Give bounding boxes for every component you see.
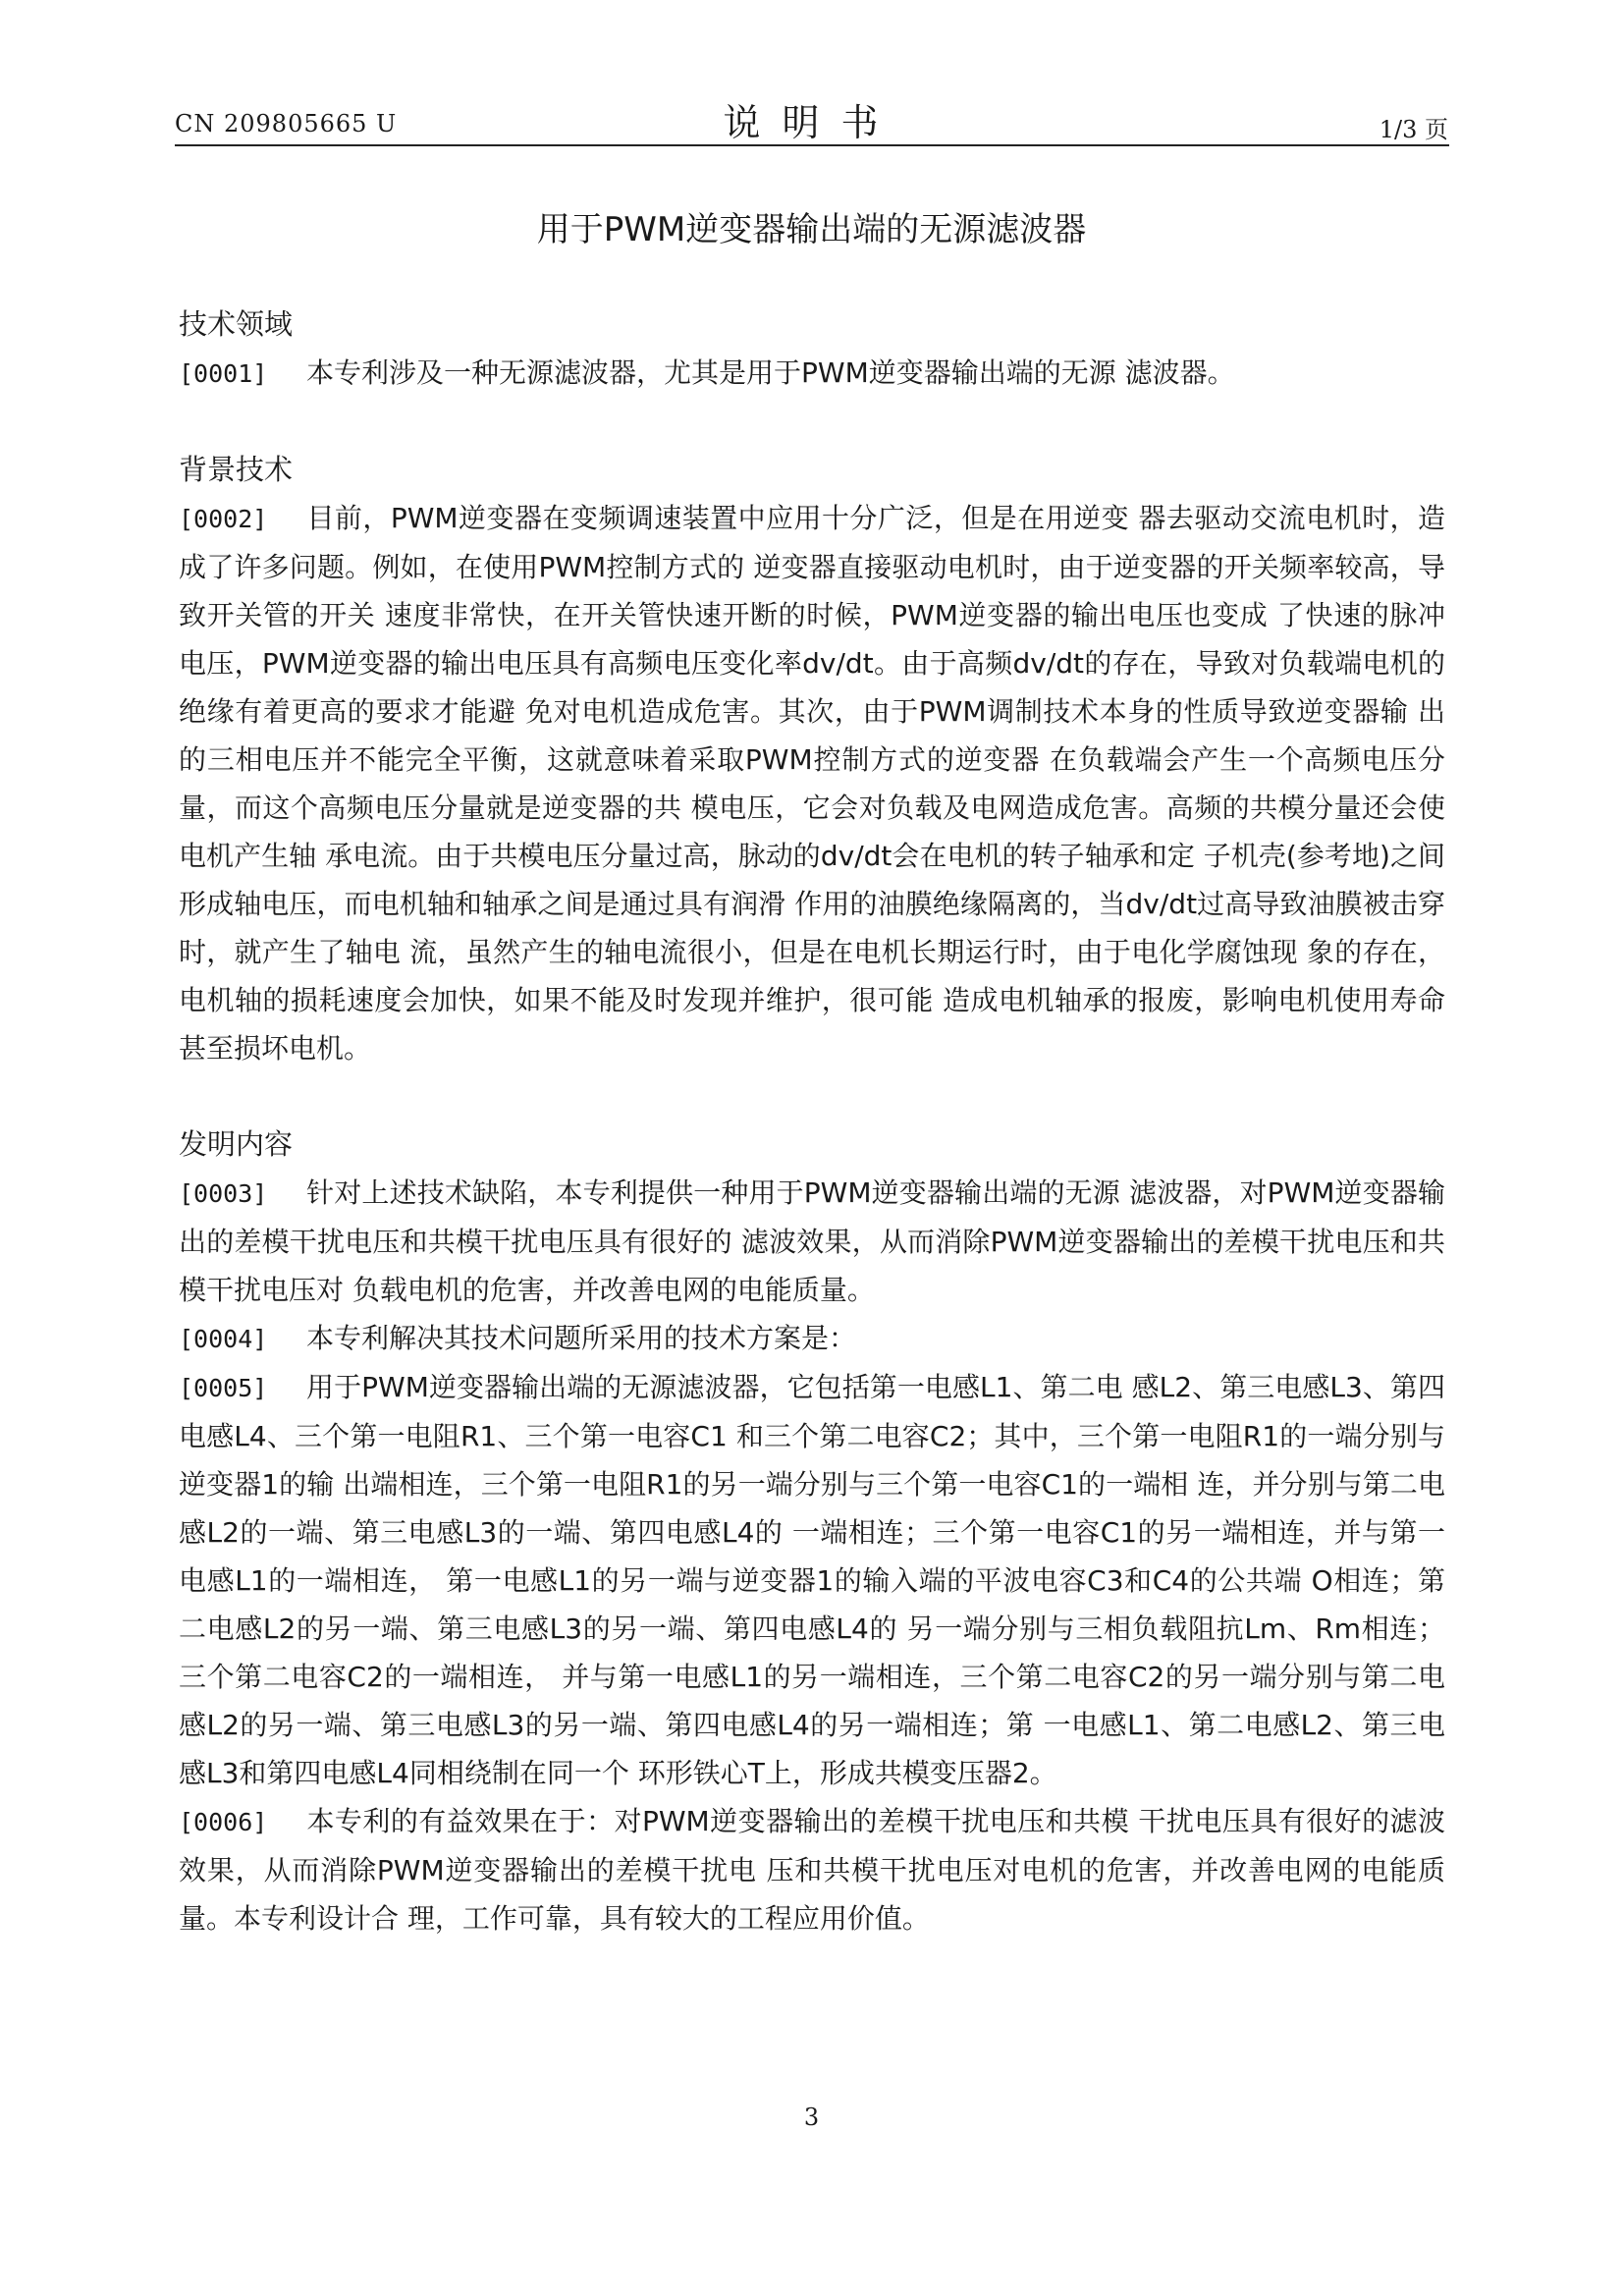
paragraph-0006 — [179, 1797, 1445, 1942]
paragraph-number: [0003] — [179, 1179, 268, 1208]
paragraph-0003 — [179, 1169, 1445, 1314]
section-heading-background: 背景技术 — [179, 453, 294, 486]
paragraph-text: 本专利涉及一种无源滤波器，尤其是用于PWM逆变器输出端的无源 滤波器。 — [306, 356, 1235, 389]
paragraph-number: [0002] — [179, 505, 268, 533]
section-spacer — [179, 1072, 1445, 1121]
document-title: 用于PWM逆变器输出端的无源滤波器 — [536, 210, 1087, 249]
paragraph-text: 本专利解决其技术问题所采用的技术方案是： — [306, 1322, 857, 1354]
page-indicator: 1/3 页 — [1379, 116, 1448, 143]
document-type: 说明书 — [723, 101, 900, 144]
paragraph-0005 — [179, 1363, 1445, 1797]
paragraph-number: [0006] — [179, 1808, 268, 1836]
section-heading-summary: 发明内容 — [179, 1127, 294, 1161]
paragraph-0004 — [179, 1314, 1445, 1363]
header-rule — [175, 144, 1449, 146]
paragraph-text: 目前，PWM逆变器在变频调速装置中应用十分广泛，但是在用逆变 器去驱动交流电机时，造成了许多问题。例如，在使用PWM控制方式的 逆变器直接驱动电机时，由于逆变器的开关频率较高，导致开关管的开关 速度非常快，在开关管快速开断的时候，PWM逆变器的输出电压也变成 了快速的脉冲电压，PWM逆变器的输出电压具有高频电压变化率dv/dt。由于高频dv/dt的存在，导致对负载端电机的绝缘有着更高的要求才能避 免对电机造成危害。其次，由于PWM调制技术本身的性质导致逆变器输 出的三相电压并不能完全平衡，这就意味着采取PWM控制方式的逆变器 在负载端会产生一个高频电压分量，而这个高频电压分量就是逆变器的共 模电压，它会对负载及电网造成危害。高频的共模分量还会使电机产生轴 承电流。由于共模电压分量过高，脉动的dv/dt会在电机的转子轴承和定 子机壳(参考地)之间形成轴电压，而电机轴和轴承之间是通过具有润滑 作用的油膜绝缘隔离的，当dv/dt过高导致油膜被击穿时，就产生了轴电 流，虽然产生的轴电流很小，但是在电机长期运行时，由于电化学腐蚀现 象的存在，电机轴的损耗速度会加快，如果不能及时发现并维护，很可能 造成电机轴承的报废，影响电机使用寿命甚至损坏电机。 — [179, 502, 1445, 1065]
patent-number: CN 209805665 U — [175, 110, 398, 137]
section-heading-technical-field: 技术领域 — [179, 307, 294, 341]
paragraph-number: [0004] — [179, 1325, 268, 1353]
page-number: 3 — [803, 2104, 820, 2131]
paragraph-text: 针对上述技术缺陷，本专利提供一种用于PWM逆变器输出端的无源 滤波器，对PWM逆变器输出的差模干扰电压和共模干扰电压具有很好的 滤波效果，从而消除PWM逆变器输出的差模干扰电压和共模干扰电压对 负载电机的危害，并改善电网的电能质量。 — [179, 1176, 1445, 1306]
paragraph-0002 — [179, 494, 1445, 1072]
paragraph-number: [0005] — [179, 1374, 268, 1402]
paragraph-text: 用于PWM逆变器输出端的无源滤波器，它包括第一电感L1、第二电 感L2、第三电感L3、第四电感L4、三个第一电阻R1、三个第一电容C1 和三个第二电容C2；其中，三个第一电阻R1的一端分别与逆变器1的输 出端相连，三个第一电阻R1的另一端分别与三个第一电容C1的一端相 连，并分别与第二电感L2的一端、第三电感L3的一端、第四电感L4的 一端相连；三个第一电容C1的另一端相连，并与第一电感L1的一端相连， 第一电感L1的另一端与逆变器1的输入端的平波电容C3和C4的公共端 O相连；第二电感L2的另一端、第三电感L3的另一端、第四电感L4的 另一端分别与三相负载阻抗Lm、Rm相连；三个第二电容C2的一端相连， 并与第一电感L1的另一端相连，三个第二电容C2的另一端分别与第二电 感L2的另一端、第三电感L3的另一端、第四电感L4的另一端相连；第 一电感L1、第二电感L2、第三电感L3和第四电感L4同相绕制在同一个 环形铁心T上，形成共模变压器2。 — [179, 1371, 1445, 1789]
paragraph-number: [0001] — [179, 359, 268, 388]
paragraph-0001 — [179, 349, 1445, 398]
section-spacer — [179, 398, 1445, 446]
document-body — [179, 301, 1445, 1942]
paragraph-text: 本专利的有益效果在于：对PWM逆变器输出的差模干扰电压和共模 干扰电压具有很好的滤波效果，从而消除PWM逆变器输出的差模干扰电 压和共模干扰电压对电机的危害，并改善电网的电能质量。本专利设计合 理，工作可靠，具有较大的工程应用价值。 — [179, 1805, 1445, 1935]
